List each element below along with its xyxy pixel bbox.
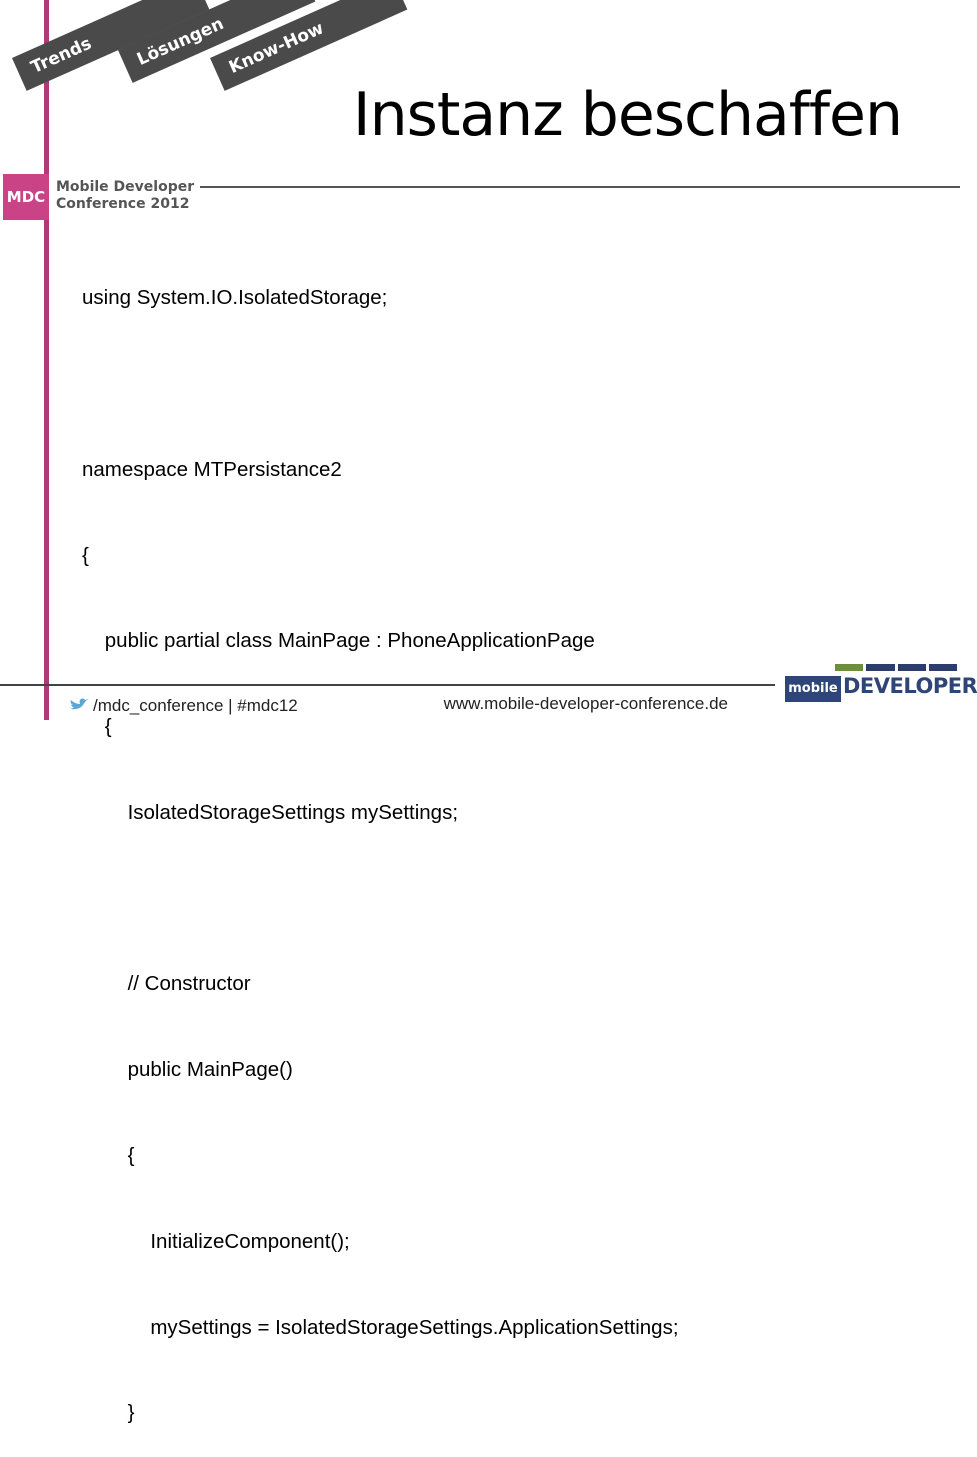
mdc-badge: MDC [3, 174, 49, 220]
code-line: IsolatedStorageSettings mySettings; [82, 800, 459, 824]
code-line [82, 885, 679, 914]
twitter-bird-icon [68, 697, 90, 718]
code-line: InitializeComponent(); [82, 1229, 350, 1253]
header-divider [200, 186, 960, 188]
code-line: // Constructor [82, 972, 251, 996]
logo-color-strip [835, 664, 957, 671]
tab-know-how: Know-How [210, 0, 407, 91]
code-line: { [82, 1144, 135, 1167]
code-line: } [82, 1401, 135, 1425]
slide-title: Instanz beschaffen [352, 80, 902, 150]
logo-developer-text: DEVELOPER [843, 674, 977, 698]
code-line: public partial class MainPage : PhoneApplicationPage [82, 629, 595, 653]
code-block [82, 227, 679, 1457]
mdc-logo-text [56, 179, 194, 213]
code-line: using System.IO.IsolatedStorage; [82, 286, 388, 310]
footer-social-text: /mdc_conference | #mdc12 [93, 696, 298, 715]
code-line: mySettings = IsolatedStorageSettings.ApplicationSettings; [82, 1315, 679, 1339]
footer-url[interactable]: www.mobile-developer-conference.de [443, 694, 728, 713]
footer-social [68, 696, 298, 718]
code-line: { [82, 543, 89, 567]
code-line: { [82, 715, 112, 739]
mdc-conference-logo [3, 174, 218, 220]
mobile-developer-logo [785, 664, 977, 704]
mdc-logo-line1: Mobile Developer [56, 179, 195, 195]
code-line: namespace MTPersistance2 [82, 457, 342, 481]
code-line [82, 370, 679, 399]
mdc-logo-line2: Conference 2012 [56, 196, 190, 212]
tab-trends: Trends [12, 0, 209, 91]
logo-mobile-text: mobile [785, 676, 841, 702]
footer-divider [0, 684, 775, 686]
code-line: public MainPage() [82, 1058, 293, 1082]
tab-loesungen: Lösungen [118, 0, 315, 83]
accent-vertical-line [44, 0, 49, 720]
